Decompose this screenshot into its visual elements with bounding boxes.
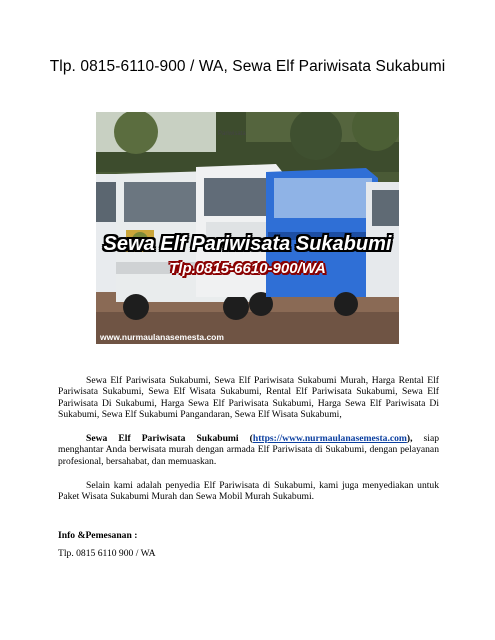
intro-text: siap menghantar Anda berwisata murah dengan armada Elf Pariwisata di Sukabumi, dengan pelayanan profesional, bersahabat, dan memuaskan. xyxy=(58,433,440,467)
banner-watermark: www.nurmaulanasemesta.com xyxy=(100,332,224,342)
paren-close: ), xyxy=(406,433,413,444)
van-sticker-text: Pariwisata xyxy=(218,131,246,137)
info-phone: Tlp. 0815 6110 900 / WA xyxy=(58,548,156,559)
document-title: Tlp. 0815-6110-900 / WA, Sewa Elf Pariwisata Sukabumi xyxy=(49,58,446,75)
banner-phone: Tlp.0815-6610-900/WA xyxy=(169,260,326,277)
website-link[interactable]: https://www.nurmaulanasemesta.com xyxy=(252,433,407,444)
banner-photo xyxy=(96,112,399,344)
intro-paragraph xyxy=(58,433,439,467)
paren-open: ( xyxy=(238,433,253,444)
info-heading: Info &Pemesanan : xyxy=(58,530,138,541)
services-paragraph: Selain kami adalah penyedia Elf Pariwisata di Sukabumi, kami juga menyediakan untuk Paket Wisata Sukabumi Murah dan Sewa Mobil Murah Sukabumi. xyxy=(58,480,439,503)
van-photo-illustration xyxy=(96,112,399,344)
keywords-paragraph: Sewa Elf Pariwisata Sukabumi, Sewa Elf Pariwisata Sukabumi Murah, Harga Rental Elf Pariwisata Sukabumi, Sewa Elf Wisata Sukabumi, Rental Elf Pariwisata Sukabumi, Sewa Elf Pariwisata Di Sukabumi, Harga Sewa Elf Pariwisata Sukabumi, Harga Sewa Elf Pariwisata Di Sukabumi, Sewa Elf Sukabumi Pangandaran, Sewa Elf Wisata Sukabumi, xyxy=(58,375,439,420)
banner-headline: Sewa Elf Pariwisata Sukabumi xyxy=(103,233,392,255)
brand-name: Sewa Elf Pariwisata Sukabumi xyxy=(86,433,239,444)
